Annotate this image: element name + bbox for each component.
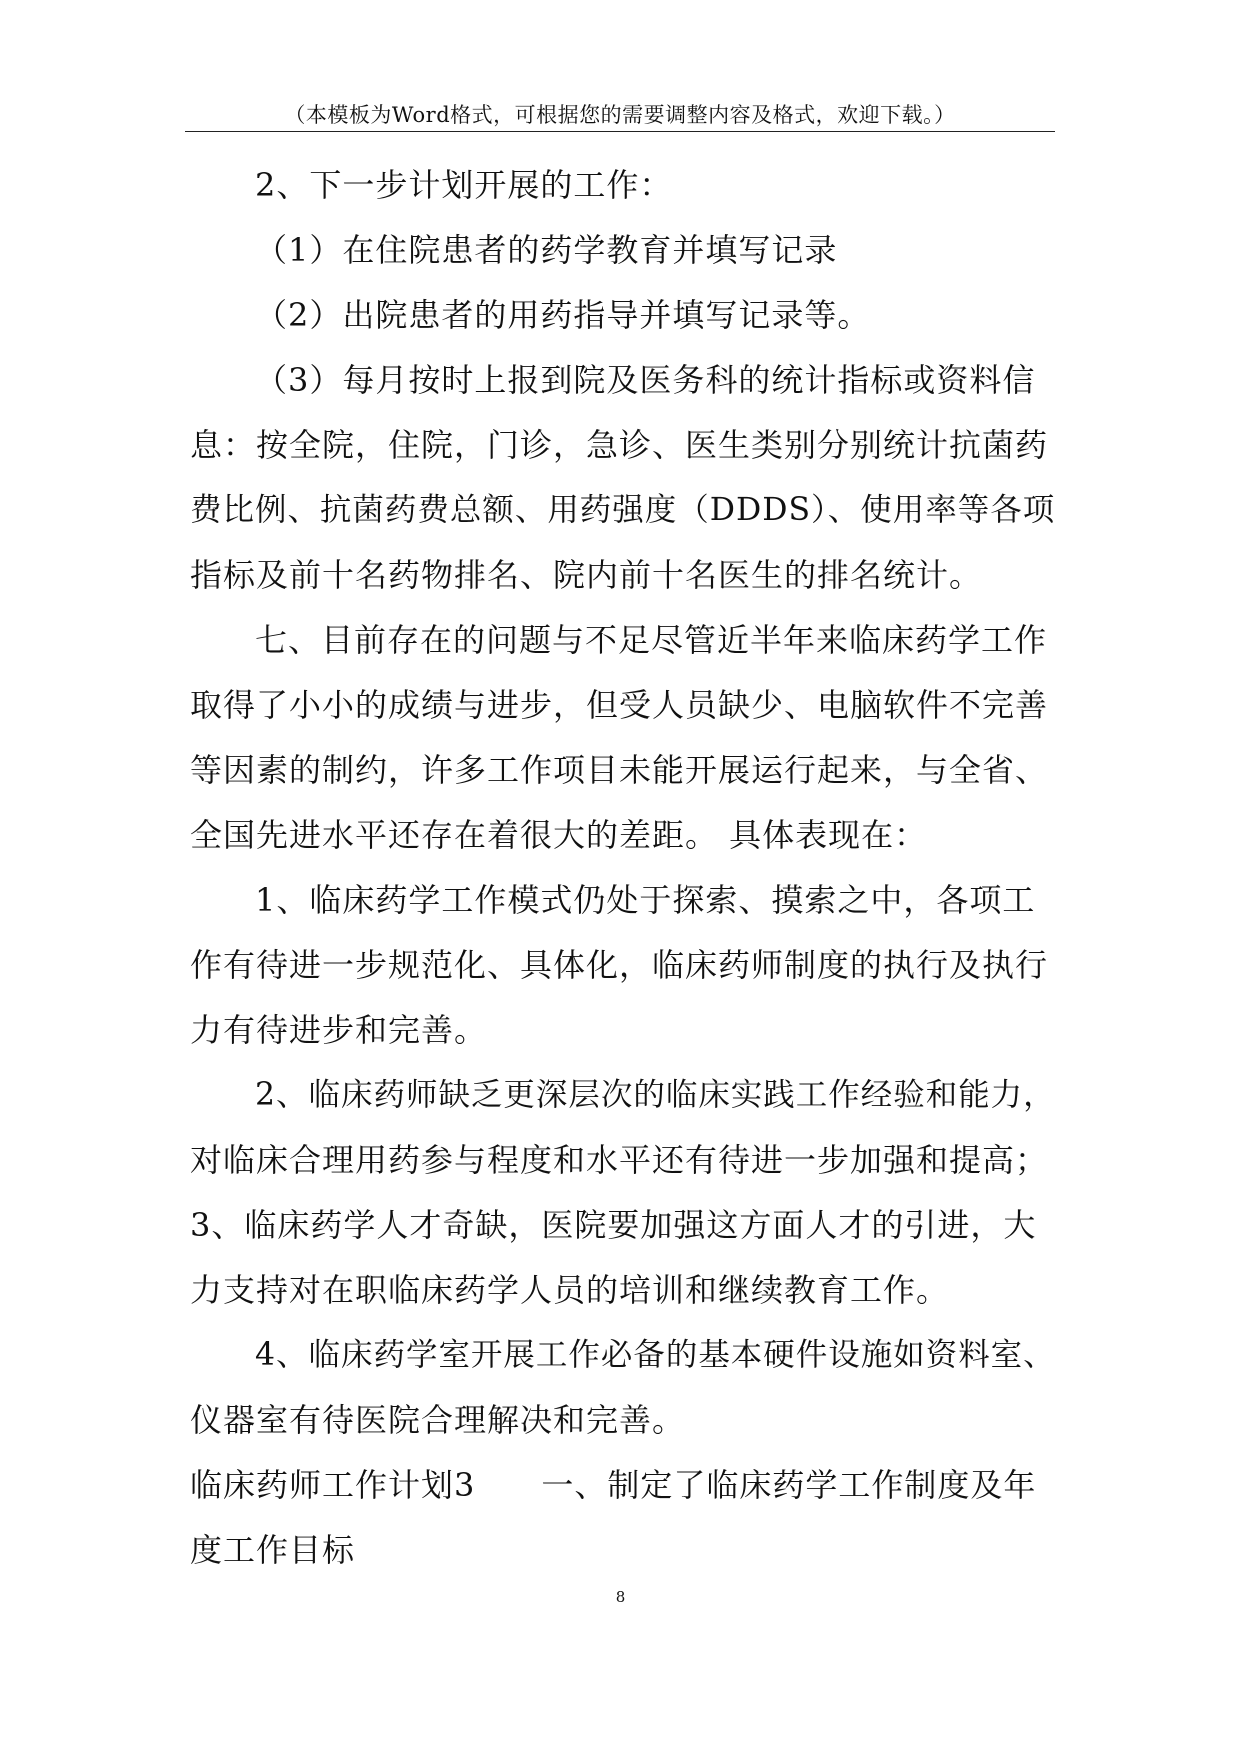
body-line: （1）在住院患者的药学教育并填写记录 — [255, 231, 838, 269]
body-line: 度工作目标 — [190, 1531, 356, 1569]
body-line: 费比例、抗菌药费总额、用药强度（DDDS）、使用率等各项 — [190, 492, 1056, 528]
body-line: 等因素的制约，许多工作项目未能开展运行起来，与全省、 — [190, 751, 1049, 789]
body-line: 3、临床药学人才奇缺，医院要加强这方面人才的引进，大 — [190, 1206, 1037, 1244]
body-line: 4、临床药学室开展工作必备的基本硬件设施如资料室、 — [255, 1337, 1056, 1373]
body-line: 1、临床药学工作模式仍处于探索、摸索之中，各项工 — [255, 881, 1036, 919]
body-line: 2、临床药师缺乏更深层次的临床实践工作经验和能力， — [255, 1077, 1056, 1113]
body-line: 临床药师工作计划3 一、制定了临床药学工作制度及年 — [190, 1466, 1037, 1504]
body-line: （3）每月按时上报到院及医务科的统计指标或资料信 — [255, 361, 1036, 399]
body-line: 力有待进步和完善。 — [190, 1011, 488, 1049]
body-line: 息：按全院，住院，门诊，急诊、医生类别分别统计抗菌药 — [190, 426, 1049, 464]
page-header: （本模板为Word格式，可根据您的需要调整内容及格式，欢迎下载。） — [284, 103, 956, 127]
body-line: 力支持对在职临床药学人员的培训和继续教育工作。 — [190, 1271, 950, 1309]
body-line: 取得了小小的成绩与进步，但受人员缺少、电脑软件不完善 — [190, 686, 1049, 724]
body-line: 2、下一步计划开展的工作： — [255, 166, 673, 204]
body-line: （2）出院患者的用药指导并填写记录等。 — [255, 296, 871, 334]
body-line: 全国先进水平还存在着很大的差距。 具体表现在： — [190, 816, 928, 854]
header-divider — [185, 131, 1055, 132]
body-line: 作有待进一步规范化、具体化，临床药师制度的执行及执行 — [190, 946, 1049, 984]
page-number: 8 — [615, 1588, 626, 1606]
body-line: 仪器室有待医院合理解决和完善。 — [190, 1401, 686, 1439]
body-line: 对临床合理用药参与程度和水平还有待进一步加强和提高； — [190, 1141, 1049, 1179]
body-line: 指标及前十名药物排名、院内前十名医生的排名统计。 — [190, 556, 983, 594]
body-line: 七、目前存在的问题与不足尽管近半年来临床药学工作 — [255, 621, 1048, 659]
